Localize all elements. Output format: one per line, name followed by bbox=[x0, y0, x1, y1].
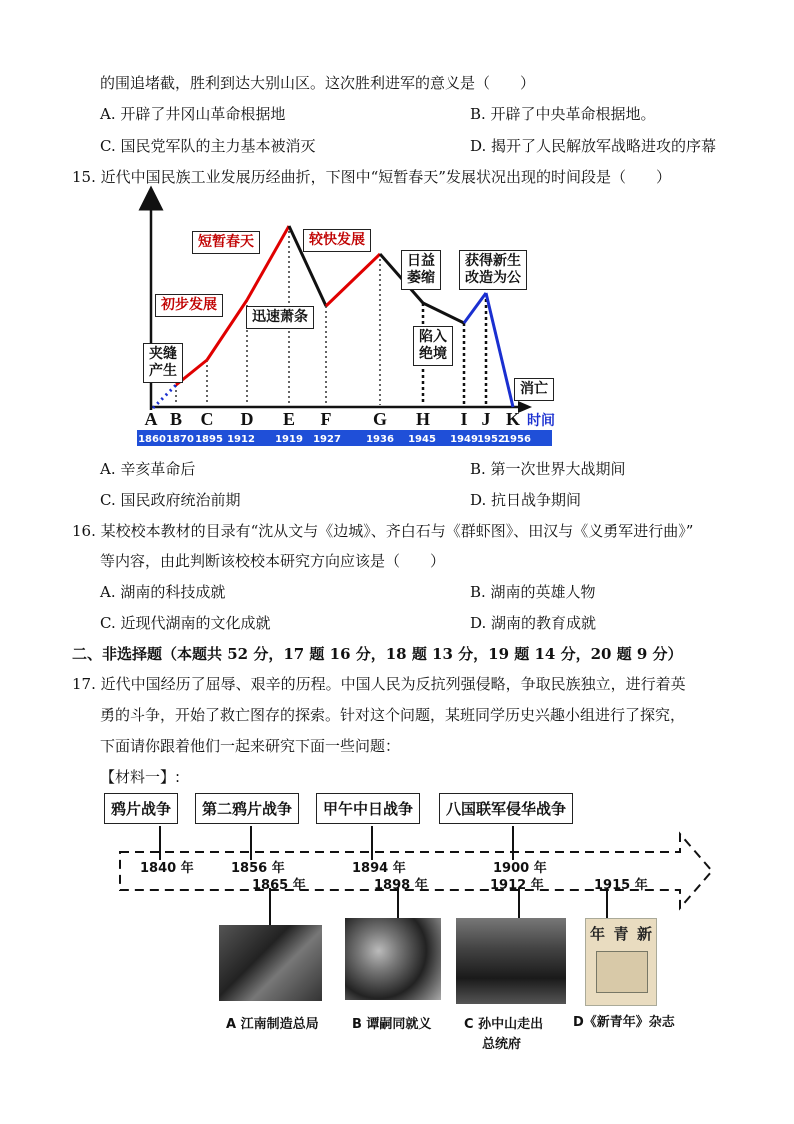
q16-option-a[interactable]: A. 湖南的科技成就 bbox=[100, 583, 226, 601]
q16-option-b[interactable]: B. 湖南的英雄人物 bbox=[470, 583, 596, 601]
year-1856: 1856 年 bbox=[231, 861, 285, 876]
year-1894: 1894 年 bbox=[352, 861, 406, 876]
x-letter-I: I bbox=[460, 409, 468, 429]
q17-stem-line3: 下面请你跟着他们一起来研究下面一些问题： bbox=[100, 737, 401, 755]
q16-stem-line1: 16. 某校校本教材的目录有“沈从文与《边城》、齐白石与《群虾图》、田汉与《义勇军进行曲》” bbox=[72, 522, 694, 540]
x-letter-C: C bbox=[200, 409, 214, 429]
caption-c-line1: C 孙中山走出 bbox=[464, 1017, 544, 1032]
q16-option-d[interactable]: D. 湖南的教育成就 bbox=[470, 614, 597, 632]
year-1898: 1898 年 bbox=[374, 878, 428, 893]
jiangnan-arsenal-photo bbox=[219, 925, 322, 1001]
year-1860: 1860 bbox=[138, 434, 166, 445]
x-letter-J: J bbox=[481, 409, 491, 429]
year-1895: 1895 bbox=[195, 434, 223, 445]
year-1870: 1870 bbox=[166, 434, 194, 445]
sun-yatsen-photo bbox=[456, 918, 566, 1004]
label-jiaokuai: 较快发展 bbox=[303, 229, 371, 252]
year-1945: 1945 bbox=[408, 434, 436, 445]
year-1919: 1919 bbox=[275, 434, 303, 445]
q17-stem-line1: 17. 近代中国经历了屈辱、艰辛的历程。中国人民为反抗列强侵略，争取民族独立，进行着英 bbox=[72, 675, 686, 693]
q17-stem-line2: 勇的斗争，开始了救亡图存的探索。针对这个问题，某班同学历史兴趣小组进行了探究， bbox=[100, 706, 686, 724]
year-1952: 1952 bbox=[477, 434, 505, 445]
caption-c-line2: 总统府 bbox=[482, 1037, 522, 1052]
year-1915: 1915 年 bbox=[594, 878, 648, 893]
q15-option-c[interactable]: C. 国民政府统治前期 bbox=[100, 491, 241, 509]
year-1912: 1912 bbox=[227, 434, 255, 445]
label-riyi: 日益 萎缩 bbox=[401, 250, 441, 290]
x-letter-B: B bbox=[169, 409, 183, 429]
label-duanzan: 短暂春天 bbox=[192, 231, 260, 254]
year-1956: 1956 bbox=[503, 434, 531, 445]
war-box-sino-japanese: 甲午中日战争 bbox=[316, 793, 420, 824]
year-1912: 1912 年 bbox=[490, 878, 544, 893]
x-letter-H: H bbox=[415, 409, 431, 429]
q14-option-a[interactable]: A. 开辟了井冈山革命根据地 bbox=[100, 105, 286, 123]
year-1840: 1840 年 bbox=[140, 861, 194, 876]
tan-sitong-photo bbox=[345, 918, 441, 1000]
caption-d: D《新青年》杂志 bbox=[573, 1015, 675, 1030]
q14-option-d[interactable]: D. 揭开了人民解放军战略进攻的序幕 bbox=[470, 137, 717, 155]
material-1-label: 【材料一】: bbox=[100, 768, 181, 786]
x-letter-E: E bbox=[282, 409, 296, 429]
new-youth-magazine-photo: 年 青 新 bbox=[585, 918, 657, 1006]
q16-stem-line2: 等内容，由此判断该校校本研究方向应该是（ ） bbox=[100, 552, 446, 570]
x-letter-F: F bbox=[320, 409, 332, 429]
x-letter-K: K bbox=[505, 409, 521, 429]
year-1865: 1865 年 bbox=[252, 878, 306, 893]
year-1949: 1949 bbox=[450, 434, 478, 445]
x-letter-D: D bbox=[240, 409, 254, 429]
war-box-eight-nation: 八国联军侵华战争 bbox=[439, 793, 573, 824]
year-1900: 1900 年 bbox=[493, 861, 547, 876]
q15-option-d[interactable]: D. 抗日战争期间 bbox=[470, 491, 582, 509]
q14-option-c[interactable]: C. 国民党军队的主力基本被消灭 bbox=[100, 137, 316, 155]
war-box-second-opium: 第二鸦片战争 bbox=[195, 793, 299, 824]
section-2-heading: 二、非选择题（本题共 52 分，17 题 16 分，18 题 13 分，19 题 14 分，20 题 9 分） bbox=[72, 645, 683, 663]
label-xunsu: 迅速萧条 bbox=[246, 306, 314, 329]
q15-stem: 15. 近代中国民族工业发展历经曲折，下图中“短暂春天”发展状况出现的时间段是（ ） bbox=[72, 168, 671, 186]
q15-option-a[interactable]: A. 辛亥革命后 bbox=[100, 460, 196, 478]
q15-option-b[interactable]: B. 第一次世界大战期间 bbox=[470, 460, 626, 478]
x-letter-A: A bbox=[144, 409, 158, 429]
q14-stem-continuation: 的围追堵截，胜利到达大别山区。这次胜利进军的意义是（ ） bbox=[100, 74, 536, 92]
label-huode: 获得新生 改造为公 bbox=[459, 250, 527, 290]
year-1927: 1927 bbox=[313, 434, 341, 445]
x-letter-G: G bbox=[372, 409, 388, 429]
x-axis-label: 时间 bbox=[527, 413, 555, 429]
caption-b: B 谭嗣同就义 bbox=[352, 1017, 432, 1032]
label-jiafeng: 夹缝 产生 bbox=[143, 343, 183, 383]
label-xiaowang: 消亡 bbox=[514, 378, 554, 401]
war-box-opium: 鸦片战争 bbox=[104, 793, 178, 824]
q14-option-b[interactable]: B. 开辟了中央革命根据地。 bbox=[470, 105, 656, 123]
caption-a: A 江南制造总局 bbox=[226, 1017, 319, 1032]
q16-option-c[interactable]: C. 近现代湖南的文化成就 bbox=[100, 614, 271, 632]
year-1936: 1936 bbox=[366, 434, 394, 445]
label-xianru: 陷入 绝境 bbox=[413, 326, 453, 366]
label-chubu: 初步发展 bbox=[155, 294, 223, 317]
